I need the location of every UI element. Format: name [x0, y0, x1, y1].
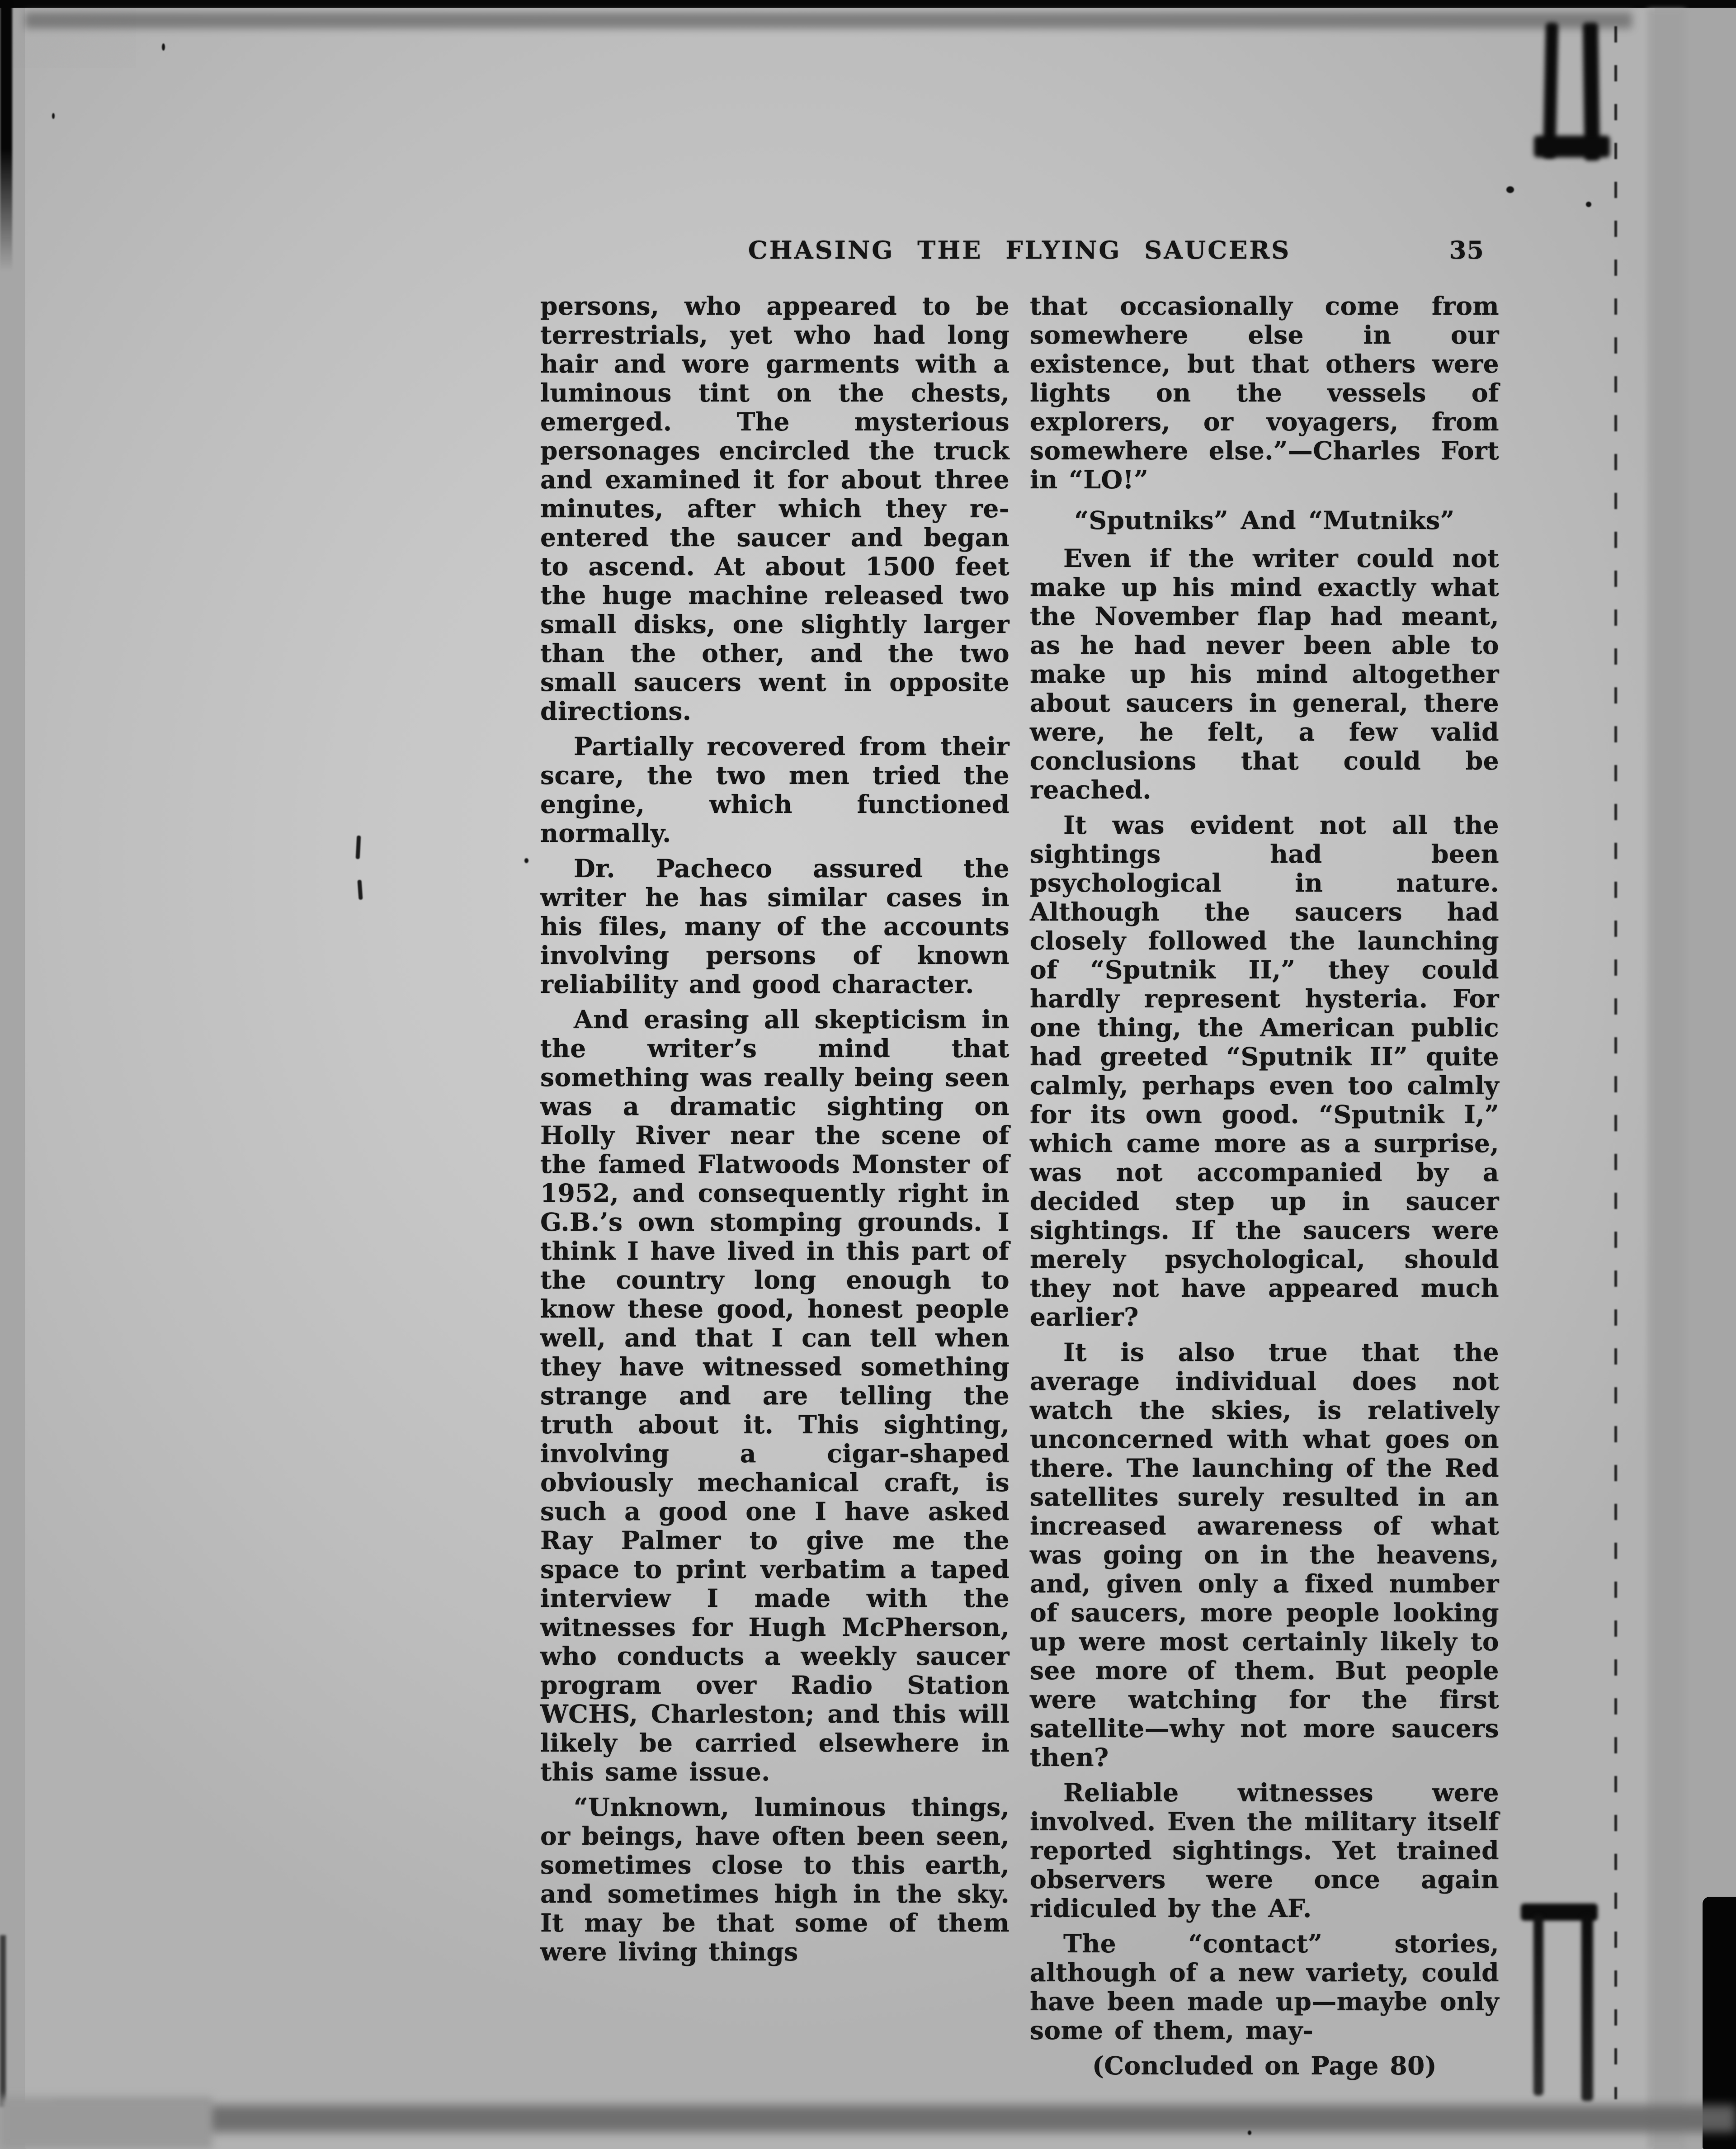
paper-edge-line: [1614, 26, 1617, 2099]
ink-speck: [1248, 2130, 1251, 2135]
paragraph: It was evident not all the sightings had been psychological in nature. Although the saucers had closely followed the launching of “Sputnik II,” they could hardly represent hysteria. For one thing, the American public had greeted “Sputnik II” quite calmly, perhaps even too calmly for its own good. “Sputnik I,” which came more as a surprise, was not accompanied by a decided step up in saucer sightings. If the saucers were merely psychological, should they not have appeared much earlier?: [1030, 810, 1499, 1332]
paragraph: Partially recovered from their scare, the two men tried the engine, which functioned normally.: [540, 732, 1010, 848]
paragraph: “Unknown, luminous things, or beings, have often been seen, sometimes close to this earth, and sometimes high in the sky. It may be that some of them were living things: [540, 1792, 1010, 1966]
paragraph: that occasionally come from somewhere else in our existence, but that others were lights on the vessels of explorers, or voyagers, from somewhere else.”—Charles Fort in “LO!”: [1030, 291, 1499, 494]
section-heading: “Sputniks” And “Mutniks”: [1074, 505, 1455, 535]
ink-speck: [1586, 202, 1591, 207]
continuation-note: (Concluded on Page 80): [1092, 2051, 1437, 2080]
paragraph: Dr. Pacheco assured the writer he has similar cases in his files, many of the accounts involving persons of known reliability and good character.: [540, 854, 1010, 999]
column-right: [1030, 292, 1499, 2080]
scan-shade-bottom-left: [0, 2097, 212, 2149]
scanner-edge-top: [0, 0, 1736, 8]
ink-speck: [1506, 186, 1514, 193]
scanner-edge-left: [0, 0, 12, 271]
paragraph: Even if the writer could not make up his mind exactly what the November flap had meant, as he had never been able to make up his mind altogether about saucers in general, there were, he felt, a few valid conclusions that could be reached.: [1030, 543, 1499, 804]
paragraph: Reliable witnesses were involved. Even the military itself reported sightings. Yet trained observers were once again ridiculed by the AF.: [1030, 1778, 1499, 1923]
page-number: 35: [1449, 236, 1484, 264]
paragraph: The “contact” stories, although of a new variety, could have been made up—maybe only some of them, may-: [1030, 1929, 1499, 2045]
binding-mark-bottom-right-bar: [1581, 1915, 1593, 2101]
scan-smudge-bottom: [54, 2105, 1736, 2132]
ink-speck: [162, 43, 165, 51]
paragraph: It is also true that the average individual does not watch the skies, is relatively unconcerned with what goes on there. The launching of the Red satellites surely resulted in an increased awareness of what was going on in the heavens, and, given only a fixed number of saucers, more people looking up were most certainly likely to see more of them. But people were watching for the first satellite—why not more saucers then?: [1030, 1337, 1499, 1772]
paragraph: persons, who appeared to be terrestrials, yet who had long hair and wore garments with a luminous tint on the chests, emerged. The mysterious personages encircled the truck and examined it for about three minutes, after which they re-entered the saucer and began to ascend. At about 1500 feet the huge machine released two small disks, one slightly larger than the other, and the two small saucers went in opposite directions.: [540, 291, 1010, 726]
ink-speck: [524, 858, 528, 863]
page-header: [540, 234, 1499, 266]
scanner-edge-left-lower: [0, 1935, 6, 2107]
binding-mark-top-bottom-bar: [1534, 136, 1610, 157]
scan-smudge-top: [25, 12, 1632, 28]
binding-mark-bottom-left-bar: [1533, 1915, 1543, 2096]
column-left: [540, 292, 1010, 1973]
running-title: CHASING THE FLYING SAUCERS: [748, 236, 1291, 264]
ink-speck: [52, 113, 55, 119]
paragraph: And erasing all skepticism in the writer’s mind that something was really being seen was a dramatic sighting on Holly River near the scene of the famed Flatwoods Monster of 1952, and consequently right in G.B.’s own stomping grounds. I think I have lived in this part of the country long enough to know these good, honest people well, and that I can tell when they have witnessed something strange and are telling the truth about it. This sighting, involving a cigar-shaped obviously mechanical craft, is such a good one I have asked Ray Palmer to give me the space to print verbatim a taped interview I made with the witnesses for Hugh McPherson, who conducts a weekly saucer program over Radio Station WCHS, Charleston; and this will likely be carried elsewhere in this same issue.: [540, 1005, 1010, 1786]
page-curl-shadow-right: [1647, 9, 1685, 2149]
